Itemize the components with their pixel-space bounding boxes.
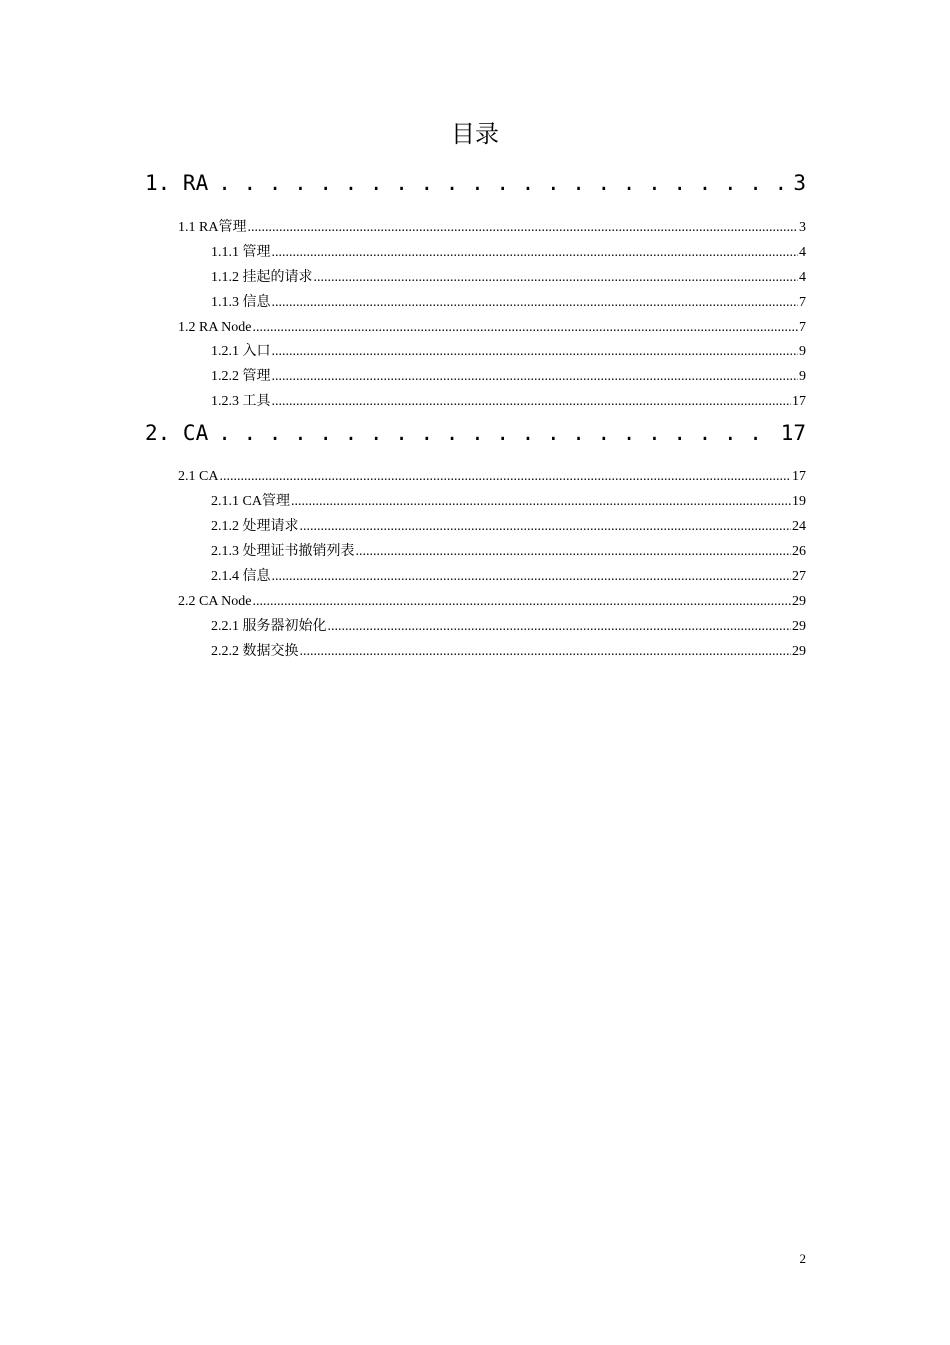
- toc-entry[interactable]: [145, 170, 806, 196]
- toc-entry[interactable]: [211, 643, 806, 661]
- toc-entry[interactable]: [211, 568, 806, 586]
- toc-entry-page: 29: [792, 594, 806, 609]
- toc-entry-page: 9: [799, 344, 806, 359]
- dot-leader: [300, 643, 792, 661]
- page-number: 2: [799, 1251, 806, 1266]
- toc-entry[interactable]: [178, 593, 806, 611]
- toc-entry-page: 4: [799, 245, 806, 260]
- toc-entry-label: 1.1 RA管理: [178, 220, 247, 235]
- toc-entry-page: 17: [792, 469, 806, 484]
- dot-leader: [218, 170, 783, 196]
- dot-leader: [272, 393, 792, 411]
- toc-entry-label: 2.1.2 处理请求: [211, 519, 299, 534]
- dot-leader: [219, 468, 791, 486]
- toc-entry-label: 2.1.4 信息: [211, 569, 271, 584]
- dot-leader: [272, 368, 799, 386]
- dot-leader: [300, 518, 792, 536]
- dot-leader: [253, 319, 799, 337]
- dot-leader: [272, 244, 799, 262]
- toc-entry-page: 29: [792, 619, 806, 634]
- toc-entry-page: 27: [792, 569, 806, 584]
- toc-entry[interactable]: [211, 244, 806, 262]
- toc-entry[interactable]: [211, 368, 806, 386]
- dot-leader: [272, 343, 799, 361]
- toc-entry[interactable]: [211, 518, 806, 536]
- dot-leader: [247, 219, 798, 237]
- page-title: 目录: [451, 120, 499, 148]
- toc-entry-label: 2.1 CA: [178, 469, 219, 484]
- toc-entry-label: 1. RA: [145, 171, 209, 195]
- toc-entry[interactable]: [178, 219, 806, 237]
- toc-entry[interactable]: [178, 319, 806, 337]
- toc-entry-label: 2.1.1 CA管理: [211, 494, 290, 509]
- toc-entry[interactable]: [211, 618, 806, 636]
- toc-entry[interactable]: [211, 294, 806, 312]
- toc-entry-label: 1.1.1 管理: [211, 245, 271, 260]
- toc-entry-page: 17: [780, 421, 806, 445]
- toc-entry-label: 1.1.3 信息: [211, 295, 271, 310]
- toc-entry-page: 3: [793, 171, 806, 195]
- toc-entry-label: 2.1.3 处理证书撤销列表: [211, 544, 355, 559]
- toc-entry[interactable]: [211, 393, 806, 411]
- toc-entry-page: 24: [792, 519, 806, 534]
- toc-entry-label: 1.2.2 管理: [211, 369, 271, 384]
- dot-leader: [291, 493, 791, 511]
- toc-entry-page: 17: [792, 394, 806, 409]
- toc-entry[interactable]: [211, 543, 806, 561]
- toc-entry-label: 2.2 CA Node: [178, 594, 252, 609]
- dot-leader: [272, 568, 792, 586]
- dot-leader: [253, 593, 792, 611]
- toc-entry[interactable]: [211, 343, 806, 361]
- dot-leader: [356, 543, 792, 561]
- toc-entry-label: 2.2.2 数据交换: [211, 644, 299, 659]
- toc-entry-label: 1.2.1 入口: [211, 344, 271, 359]
- toc-entry-page: 9: [799, 369, 806, 384]
- toc-entry-page: 19: [792, 494, 806, 509]
- toc-entry-page: 7: [799, 295, 806, 310]
- toc-entry-label: 1.1.2 挂起的请求: [211, 270, 313, 285]
- toc-entry-page: 29: [792, 644, 806, 659]
- toc-entry-label: 1.2 RA Node: [178, 320, 252, 335]
- toc-entry[interactable]: [178, 468, 806, 486]
- toc-entry-label: 2. CA: [145, 421, 209, 445]
- toc-entry-page: 7: [799, 320, 806, 335]
- toc-entry[interactable]: [211, 493, 806, 511]
- dot-leader: [314, 269, 799, 287]
- dot-leader: [328, 618, 792, 636]
- toc-entry-page: 3: [799, 220, 806, 235]
- toc-entry-page: 26: [792, 544, 806, 559]
- dot-leader: [272, 294, 799, 312]
- toc-entry[interactable]: [211, 269, 806, 287]
- toc-entry-label: 2.2.1 服务器初始化: [211, 619, 327, 634]
- toc-entry[interactable]: [145, 420, 806, 446]
- toc-entry-label: 1.2.3 工具: [211, 394, 271, 409]
- dot-leader: [218, 420, 770, 446]
- toc-entry-page: 4: [799, 270, 806, 285]
